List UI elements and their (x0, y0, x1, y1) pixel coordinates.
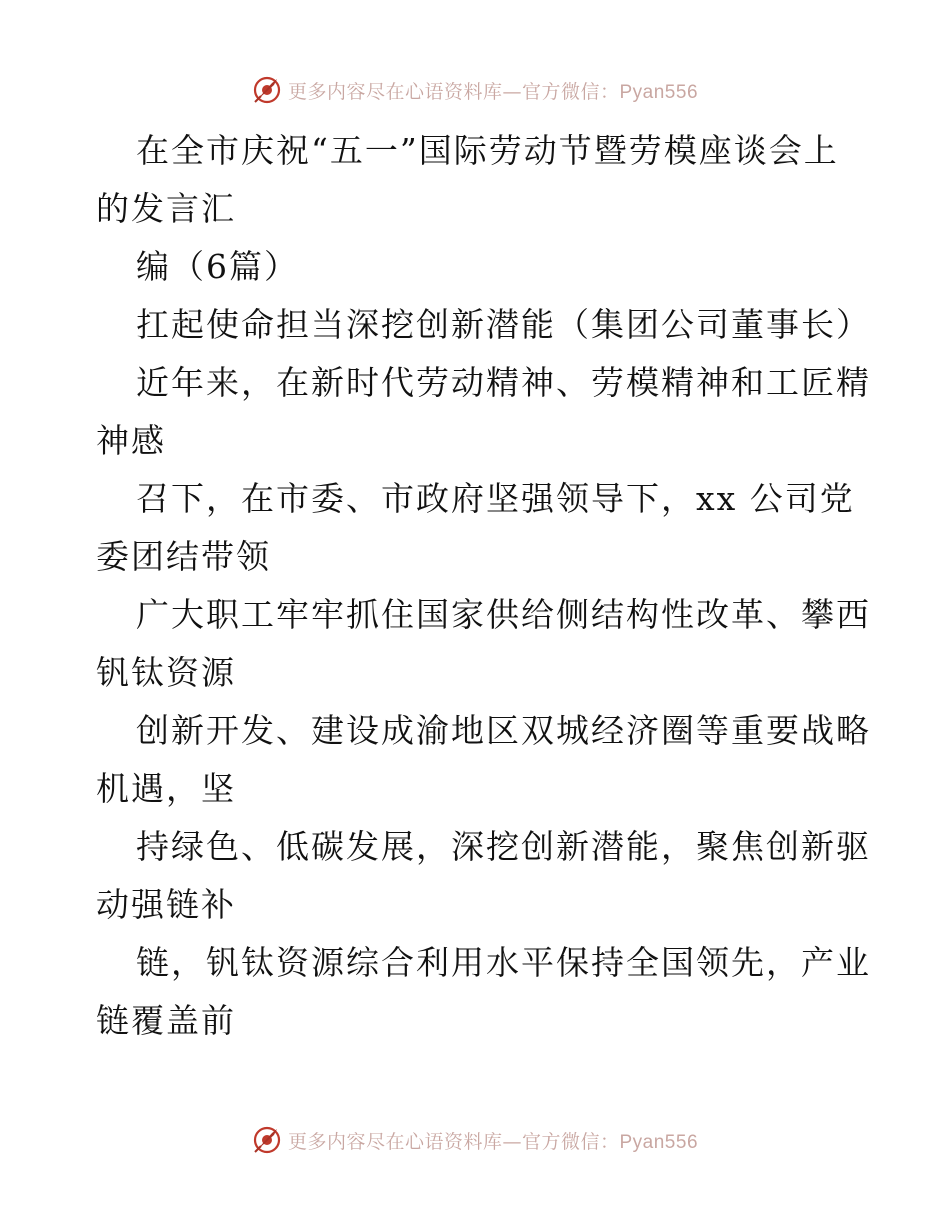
watermark-text (288, 1127, 698, 1154)
quill-seal-logo-icon (252, 1125, 282, 1155)
header-watermark (0, 70, 950, 110)
text-line: 广大职工牢牢抓住国家供给侧结构性改革、攀西 (136, 595, 871, 634)
watermark-wechat-id: Pyan556 (619, 81, 699, 103)
quill-seal-logo-icon (252, 75, 282, 105)
text-line: 召下，在市委、市政府坚强领导下，xx 公司党 (136, 479, 855, 518)
watermark-site-text: 更多内容尽在心语资料库 (287, 80, 503, 103)
text-line: 的发言汇 (96, 189, 236, 228)
watermark-separator: — (502, 80, 522, 103)
text-line: 神感 (96, 421, 166, 460)
text-line: 近年来，在新时代劳动精神、劳模精神和工匠精 (136, 363, 871, 402)
watermark-wechat-id: Pyan556 (619, 1131, 699, 1153)
text-line: 链覆盖前 (96, 1001, 236, 1040)
watermark-site-text: 更多内容尽在心语资料库 (287, 1130, 503, 1153)
text-line: 编（6篇） (136, 247, 299, 286)
footer-watermark (0, 1120, 950, 1160)
text-line: 持绿色、低碳发展，深挖创新潜能，聚焦创新驱 (136, 827, 871, 866)
watermark-text (288, 77, 698, 104)
text-line: 链，钒钛资源综合利用水平保持全国领先，产业 (136, 943, 871, 982)
document-body (96, 122, 871, 1050)
text-line: 动强链补 (96, 885, 236, 924)
text-line: 创新开发、建设成渝地区双城经济圈等重要战略 (136, 711, 871, 750)
watermark-separator: — (502, 1130, 522, 1153)
watermark-wechat-label: 官方微信： (521, 1130, 620, 1153)
text-line: 机遇，坚 (96, 769, 236, 808)
text-line: 扛起使命担当深挖创新潜能（集团公司董事长） (136, 305, 871, 344)
text-line: 委团结带领 (96, 537, 271, 576)
watermark-wechat-label: 官方微信： (521, 80, 620, 103)
text-line: 在全市庆祝“五一”国际劳动节暨劳模座谈会上 (136, 131, 839, 170)
text-line: 钒钛资源 (96, 653, 236, 692)
